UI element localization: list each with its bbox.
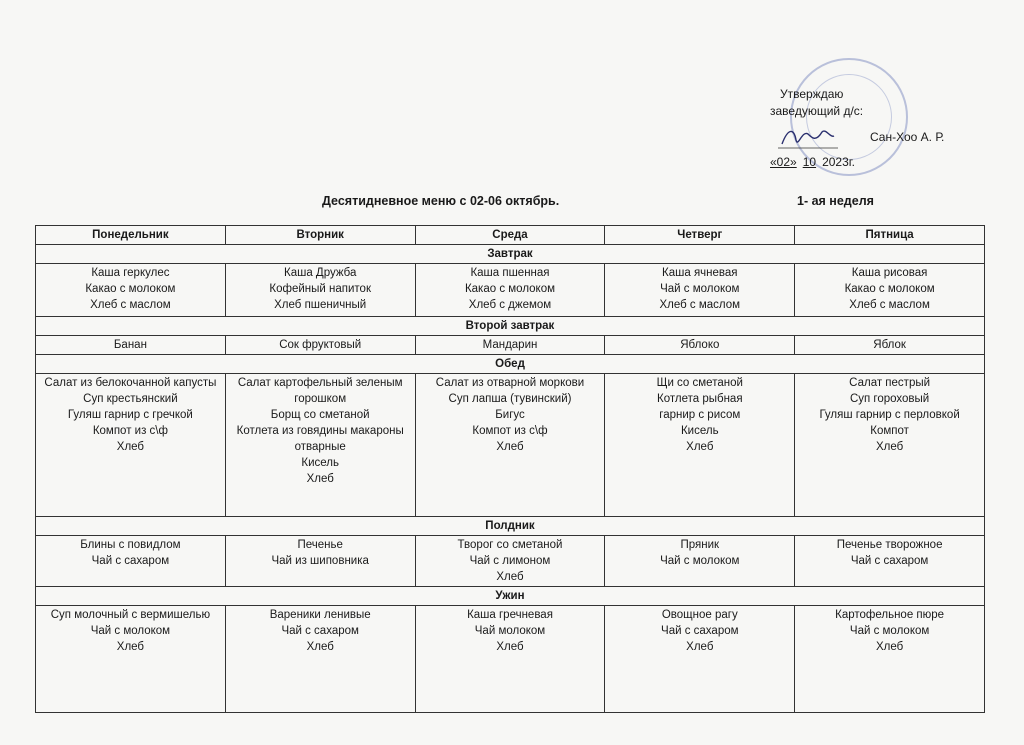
dish-item: Хлеб с маслом [849, 299, 930, 311]
meal-cell [605, 336, 795, 355]
dish-item: Чай из шиповника [271, 555, 369, 567]
approver-name: Сан-Хоо А. Р. [870, 130, 945, 144]
section-label: Второй завтрак [36, 317, 985, 336]
meal-cell [36, 606, 226, 713]
dish-item: Творог со сметаной [457, 539, 563, 551]
meal-cell [605, 606, 795, 713]
meal-cell [225, 336, 415, 355]
dish-item: Пряник [680, 539, 720, 551]
dish-item: Какао с молоком [844, 283, 935, 295]
dish-item: Чай молоком [474, 625, 546, 637]
week-label: 1- ая неделя [797, 194, 874, 208]
day-header: Вторник [225, 226, 415, 245]
dish-item: Чай с лимоном [469, 555, 551, 567]
dish-item: Хлеб [306, 473, 334, 485]
meal-row [36, 536, 985, 587]
meal-cell [415, 536, 605, 587]
meal-cell [605, 374, 795, 517]
dish-item: Компот из с\ф [472, 425, 548, 437]
dish-item: Хлеб [686, 641, 714, 653]
day-header: Пятница [795, 226, 985, 245]
section-row-lunch [36, 355, 985, 374]
dish-item: Чай с молоком [660, 283, 740, 295]
meal-cell [795, 536, 985, 587]
meal-cell [605, 536, 795, 587]
dish-item: Хлеб [875, 441, 904, 453]
meal-cell [415, 336, 605, 355]
dish-item: Кисель [680, 425, 719, 437]
dish-item: Компот из с\ф [92, 425, 168, 437]
dish-item: Картофельное пюре [835, 609, 945, 621]
dish-item: Салат из белокочанной капусты [44, 377, 217, 389]
day-header: Понедельник [36, 226, 226, 245]
meal-row [36, 264, 985, 317]
dish-item: Хлеб [686, 441, 714, 453]
dish-item: Салат пестрый [849, 377, 931, 389]
meal-cell [795, 374, 985, 517]
dish-item: Печенье творожное [836, 539, 943, 551]
section-label: Полдник [36, 517, 985, 536]
dish-item: Каша Дружба [284, 267, 357, 279]
dish-item: Каша пшенная [470, 267, 550, 279]
dish-item: Хлеб [116, 441, 145, 453]
dish-item: Чай с сахаром [91, 555, 170, 567]
meal-cell [36, 374, 226, 517]
meal-cell [415, 374, 605, 517]
dish-item: Хлеб [496, 441, 524, 453]
dish-item: Какао с молоком [464, 283, 556, 295]
dish-item: Хлеб [875, 641, 904, 653]
section-row-breakfast [36, 245, 985, 264]
dish-item: Хлеб [116, 641, 145, 653]
dish-item: Хлеб [496, 571, 524, 583]
signature-icon [778, 124, 838, 150]
dish-item: Вареники ленивые [269, 609, 371, 621]
dish-item: Компот [870, 425, 909, 437]
day-header: Среда [415, 226, 605, 245]
dish-item: Блины с повидлом [80, 539, 181, 551]
meal-row [36, 336, 985, 355]
dish-item: Суп гороховый [849, 393, 930, 405]
dish-item: Каша рисовая [851, 267, 928, 279]
menu-table [35, 225, 985, 713]
dish-item: Хлеб пшеничный [274, 299, 367, 311]
dish-item: Хлеб с маслом [90, 299, 171, 311]
meal-row [36, 374, 985, 517]
approval-date [770, 154, 980, 171]
dish-item: Салат из отварной моркови [435, 377, 585, 389]
dish-item: Салат картофельный зеленым горошком [237, 377, 403, 405]
dish-item: Каша ячневая [662, 267, 738, 279]
meal-row [36, 606, 985, 713]
dish-item: Суп крестьянский [83, 393, 178, 405]
meal-cell [605, 264, 795, 317]
dish-item: Чай с молоком [660, 555, 740, 567]
meal-cell [415, 264, 605, 317]
dish-item: Хлеб с джемом [468, 299, 552, 311]
dish-item: Хлеб с маслом [659, 299, 741, 311]
dish-item: Бигус [495, 409, 525, 421]
dish-item: Чай с сахаром [281, 625, 359, 637]
meal-cell [225, 606, 415, 713]
meal-cell [225, 374, 415, 517]
dish-item: Щи со сметаной [656, 377, 743, 389]
approval-heading: Утверждаю [780, 87, 844, 101]
section-label: Обед [36, 355, 985, 374]
section-row-dinner [36, 587, 985, 606]
dish-item: Борщ со сметаной [270, 409, 370, 421]
dish-item: Банан [113, 339, 147, 351]
dish-item: Хлеб [496, 641, 524, 653]
meal-cell [225, 264, 415, 317]
approval-month: 10 [802, 155, 817, 169]
meal-cell [795, 264, 985, 317]
meal-cell [36, 336, 226, 355]
section-label: Ужин [36, 587, 985, 606]
document-title: Десятидневное меню с 02-06 октябрь. [322, 194, 560, 208]
meal-cell [225, 536, 415, 587]
dish-item: Суп лапша (тувинский) [448, 393, 572, 405]
section-row-second-breakfast [36, 317, 985, 336]
dish-item: Котлета рыбная [657, 393, 743, 405]
dish-item: Хлеб [306, 641, 334, 653]
dish-item: Чай с сахаром [661, 625, 739, 637]
meal-cell [36, 536, 226, 587]
meal-cell [795, 606, 985, 713]
dish-item: Чай с молоком [849, 625, 930, 637]
approval-position: заведующий д/с: [770, 104, 864, 118]
dish-item: Мандарин [482, 339, 538, 351]
dish-item: Овощное рагу [661, 609, 738, 621]
section-label: Завтрак [36, 245, 985, 264]
day-header-row [36, 226, 985, 245]
dish-item: Сок фруктовый [279, 339, 362, 351]
dish-item: Суп молочный с вермишелью [50, 609, 211, 621]
day-header: Четверг [605, 226, 795, 245]
dish-item: Чай с молоком [90, 625, 171, 637]
meal-cell [415, 606, 605, 713]
dish-item: Кисель [301, 457, 339, 469]
dish-item: Яблоко [680, 339, 720, 351]
approval-day: «02» [770, 155, 797, 169]
dish-item: Кофейный напиток [269, 283, 371, 295]
meal-cell [36, 264, 226, 317]
dish-item: Котлета из говядины макароны отварные [236, 425, 404, 453]
dish-item: гарнир с рисом [659, 409, 741, 421]
section-row-snack [36, 517, 985, 536]
approval-year: 2023г. [822, 155, 856, 169]
approval-block [770, 86, 980, 171]
dish-item: Какао с молоком [85, 283, 176, 295]
dish-item: Чай с сахаром [850, 555, 929, 567]
meal-cell [795, 336, 985, 355]
dish-item: Гуляш гарнир с перловкой [819, 409, 960, 421]
dish-item: Гуляш гарнир с гречкой [67, 409, 193, 421]
dish-item: Каша гречневая [467, 609, 553, 621]
signature-row [770, 120, 980, 154]
dish-item: Каша геркулес [91, 267, 170, 279]
dish-item: Печенье [297, 539, 343, 551]
dish-item: Яблок [873, 339, 906, 351]
